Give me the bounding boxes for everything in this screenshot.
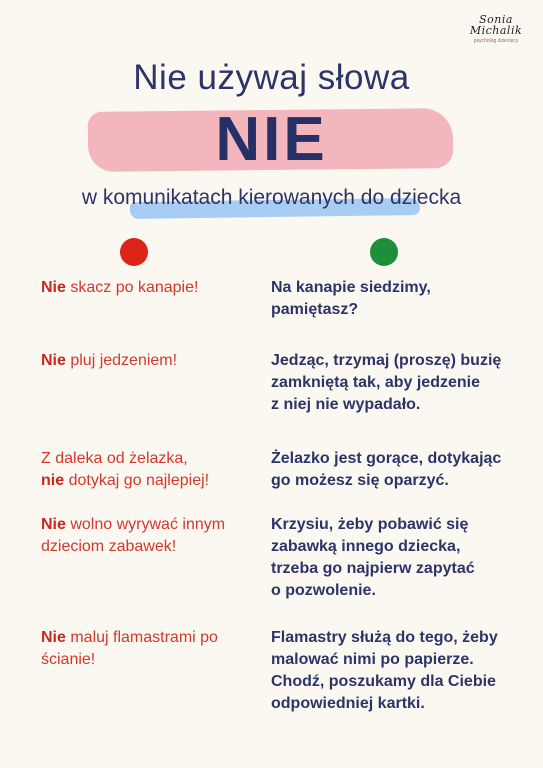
phrase-line: Na kanapie siedzimy, [271,279,431,296]
phrase-line: malować nimi po papierze. [271,651,474,668]
nie-emphasis: Nie [41,352,66,369]
nie-emphasis: Nie [41,516,66,533]
phrase-line: Żelazko jest gorące, dotykając [271,450,502,467]
logo-signature-first: Sonia [479,13,513,26]
phrase-line [41,448,261,470]
phrase-line [41,350,261,372]
phrase-line: z niej nie wypadało. [271,396,421,413]
phrase-text: dzieciom zabawek! [41,538,177,555]
phrase-text: Z daleka od żelazka, [41,450,188,467]
dont-say-phrase [41,277,261,299]
say-instead-phrase [271,514,521,602]
page-title: Nie używaj słowa [133,58,410,97]
nie-emphasis: Nie [41,629,66,646]
phrase-line: o pozwolenie. [271,582,376,599]
phrase-text: skacz po kanapie! [65,279,199,296]
phrase-text: ścianie! [41,651,96,668]
say-instead-phrase [271,627,521,715]
phrase-line [41,536,261,558]
phrase-line: Chodź, poszukamy dla Ciebie [271,673,496,690]
phrase-text: maluj flamastrami po [65,629,218,646]
phrase-line: Jedząc, trzymaj (proszę) buzię [271,352,502,369]
phrase-line: zabawką innego dziecka, [271,538,461,555]
phrase-text: pluj jedzeniem! [65,352,178,369]
red-dot-icon [120,238,148,266]
page-subtitle: w komunikatach kierowanych do dziecka [81,186,462,209]
nie-emphasis: nie [41,472,65,489]
big-nie-word: NIE [215,105,328,174]
phrase-line [41,627,261,649]
phrase-line: go możesz się oparzyć. [271,472,449,489]
phrase-line [41,649,261,671]
say-instead-phrase [271,448,521,492]
phrase-line: Flamastry służą do tego, żeby [271,629,498,646]
phrase-line: pamiętasz? [271,301,359,318]
phrase-line [41,514,261,536]
dont-say-phrase [41,627,261,671]
nie-emphasis: Nie [41,279,66,296]
dont-say-phrase [41,350,261,372]
say-instead-phrase [271,277,521,321]
phrase-line: trzeba go najpierw zapytać [271,560,475,577]
author-logo [461,14,531,44]
phrase-line: Krzysiu, żeby pobawić się [271,516,469,533]
green-dot-icon [370,238,398,266]
logo-signature-last: Michalik [469,24,523,37]
say-instead-phrase [271,350,521,416]
phrase-line: zamkniętą tak, aby jedzenie [271,374,480,391]
phrase-text: dotykaj go najlepiej! [64,472,210,489]
dont-say-phrase [41,448,261,492]
logo-caption: psycholog dziecięcy [473,38,519,44]
phrase-line [41,470,261,492]
phrase-text: wolno wyrywać innym [65,516,226,533]
dont-say-phrase [41,514,261,558]
phrase-line [41,277,261,299]
phrase-line: odpowiedniej kartki. [271,695,425,712]
